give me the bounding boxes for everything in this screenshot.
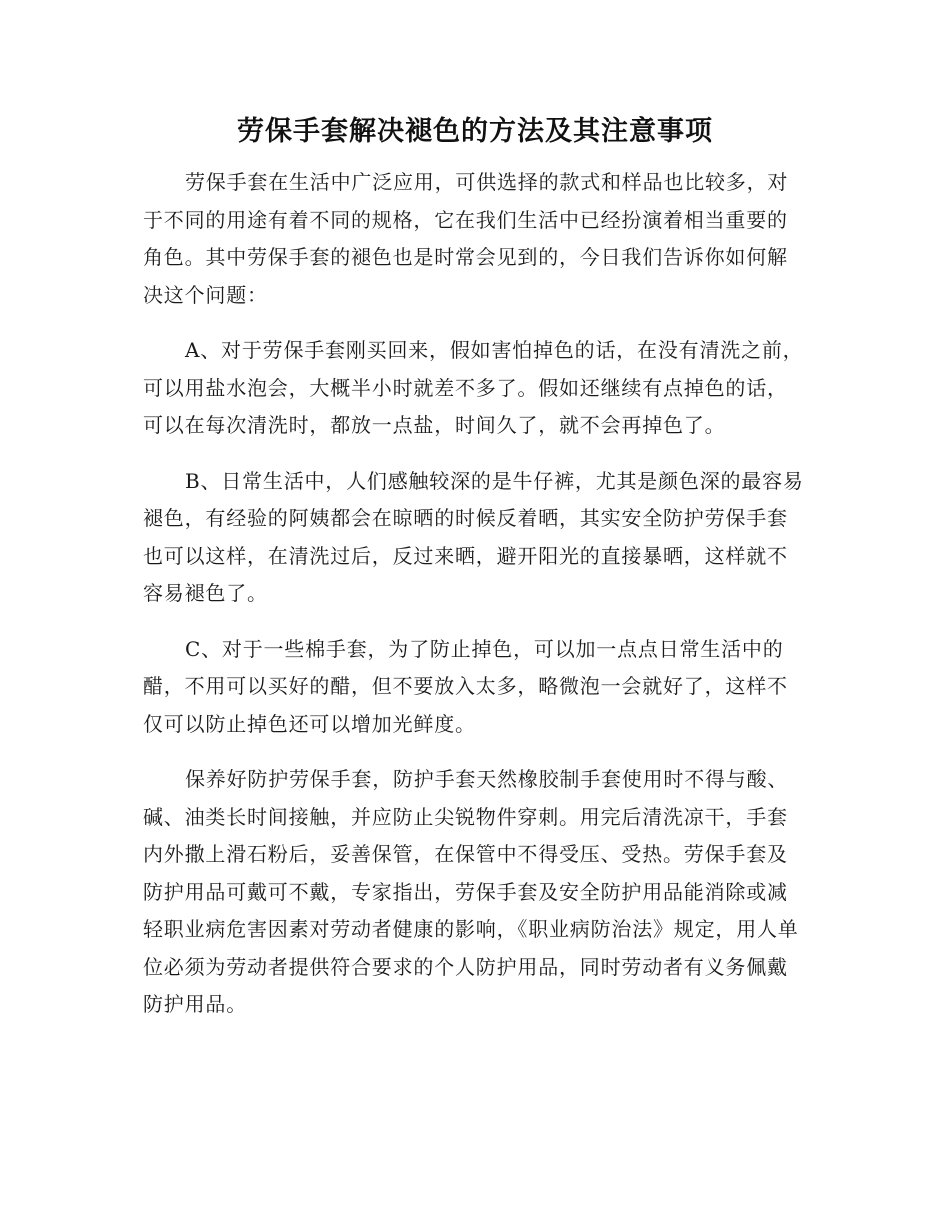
method-c-paragraph: C、对于一些棉手套，为了防止掉色，可以加一点点日常生活中的醋，不用可以买好的醋，但不要放入太多，略微泡一会就好了，这样不仅可以防止掉色还可以增加光鲜度。 — [143, 636, 788, 736]
document-page — [143, 112, 807, 1042]
document-title: 劳保手套解决褪色的方法及其注意事项 — [237, 116, 713, 147]
maintenance-paragraph: 保养好防护劳保手套，防护手套天然橡胶制手套使用时不得与酸、碱、油类长时间接触，并应防止尖锐物件穿刺。用完后清洗凉干，手套内外撒上滑石粉后，妥善保管，在保管中不得受压、受热。劳保手套及防护用品可戴可不戴，专家指出，劳保手套及安全防护用品能消除或减轻职业病危害因素对劳动者健康的影响，《职业病防治法》规定，用人单位必须为劳动者提供符合要求的个人防护用品，同时劳动者有义务佩戴防护用品。 — [143, 767, 799, 1016]
method-b-paragraph: B、日常生活中，人们感触较深的是牛仔裤，尤其是颜色深的最容易褪色，有经验的阿姨都会在晾晒的时候反着晒，其实安全防护劳保手套也可以这样，在清洗过后，反过来晒，避开阳光的直接暴晒，这样就不容易褪色了。 — [143, 468, 804, 605]
intro-paragraph: 劳保手套在生活中广泛应用，可供选择的款式和样品也比较多，对于不同的用途有着不同的规格，它在我们生活中已经扮演着相当重要的角色。其中劳保手套的褪色也是时常会见到的，今日我们告诉你如何解决这个问题： — [143, 170, 789, 307]
method-a-paragraph: A、对于劳保手套刚买回来，假如害怕掉色的话，在没有清洗之前，可以用盐水泡会，大概半小时就差不多了。假如还继续有点掉色的话， 可以在每次清洗时，都放一点盐，时间久了，就不会再掉色了。 — [143, 338, 804, 437]
